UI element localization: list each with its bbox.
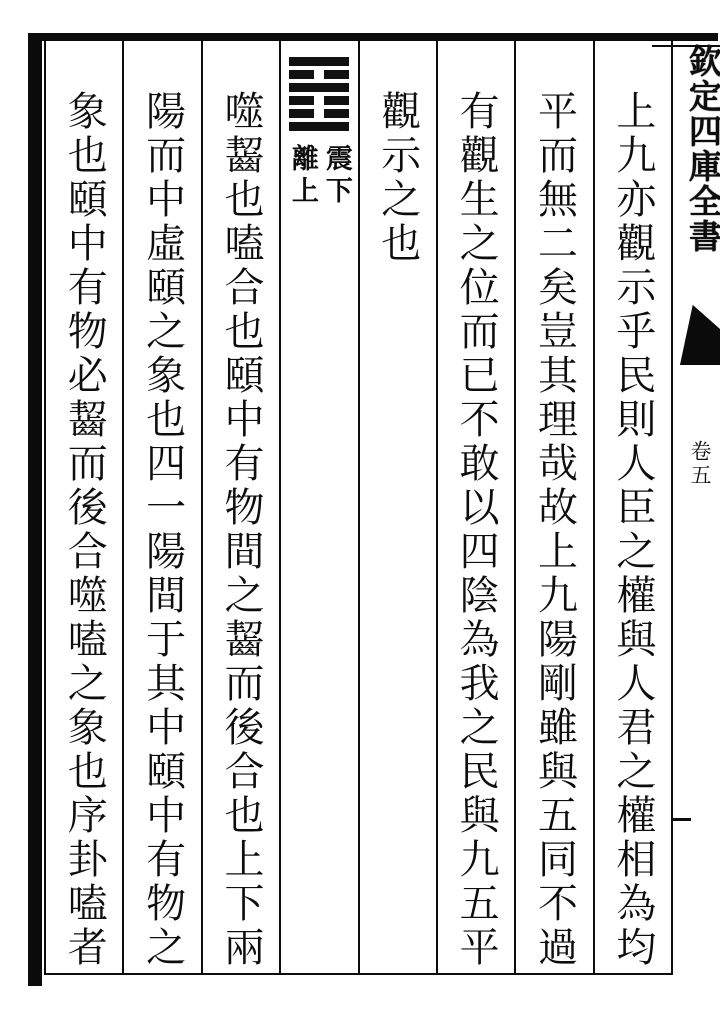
hexagram-line-broken xyxy=(289,70,349,79)
page-fold-wedge xyxy=(676,303,720,365)
trigram-upper-label: 離上 xyxy=(287,144,318,208)
hexagram-line-solid xyxy=(289,83,349,92)
hexagram-line-broken xyxy=(289,96,349,105)
column-text: 平而無二矣豈其理哉故上九陽剛雖與五同不過 xyxy=(532,90,578,970)
column-content xyxy=(516,41,592,973)
hexagram-line-broken xyxy=(289,109,349,118)
margin-tick-mark xyxy=(673,818,691,821)
volume-label: 卷五 xyxy=(688,440,712,488)
hexagram-shihe-icon xyxy=(289,57,349,131)
column-text: 上九亦觀示乎民則人臣之權與人君之權相為均 xyxy=(610,90,656,970)
text-column-8 xyxy=(46,41,122,973)
column-content xyxy=(46,41,122,973)
column-content xyxy=(203,41,279,973)
column-text: 觀示之也 xyxy=(375,90,421,266)
column-text: 象也頤中有物必齧而後合噬嗑之象也序卦嗑者 xyxy=(62,90,108,970)
column-text: 陽而中虛頤之象也四一陽間于其中頤中有物之 xyxy=(140,90,186,970)
main-text-area xyxy=(44,41,673,975)
column-text: 有觀生之位而已不敢以四陰為我之民與九五平 xyxy=(454,90,500,970)
hexagram-line-solid xyxy=(289,122,349,131)
hexagram-column xyxy=(279,41,357,973)
text-column-6 xyxy=(201,41,279,973)
text-column-3 xyxy=(436,41,514,973)
text-column-1 xyxy=(593,41,671,973)
text-column-4 xyxy=(358,41,436,973)
left-frame-bar xyxy=(28,33,42,986)
top-frame-bar xyxy=(28,33,718,41)
column-content xyxy=(595,41,671,973)
series-title: 欽定四庫全書 xyxy=(684,44,720,254)
hexagram-line-solid xyxy=(289,57,349,66)
trigram-labels xyxy=(281,144,357,208)
column-text: 噬齧也嗑合也頤中有物間之齧而後合也上下兩 xyxy=(218,90,264,970)
trigram-lower-label: 震下 xyxy=(321,144,352,208)
column-content xyxy=(360,41,436,973)
column-content xyxy=(438,41,514,973)
text-column-2 xyxy=(514,41,592,973)
column-content xyxy=(124,41,200,973)
text-column-7 xyxy=(122,41,200,973)
